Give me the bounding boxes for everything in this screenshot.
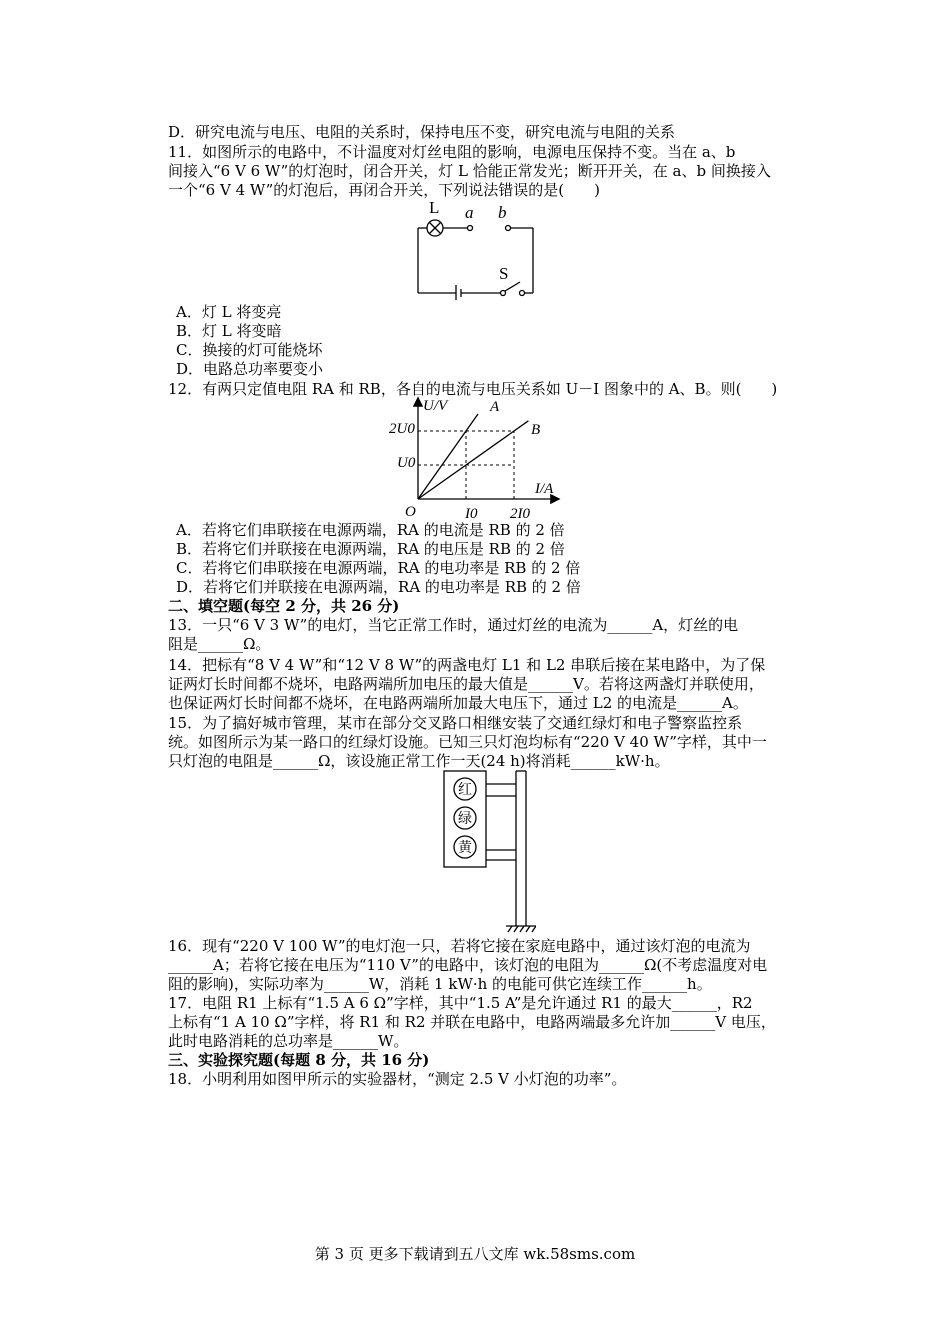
y-tick-2u0: 2U0 bbox=[389, 421, 415, 437]
q11-stem-line1: 11．如图所示的电路中，不计温度对灯丝电阻的影响，电源电压保持不变。当在 a、b bbox=[168, 143, 736, 161]
q12-option-d: D．若将它们并联接在电源两端，RA 的电功率是 RB 的 2 倍 bbox=[176, 578, 581, 596]
q17-line2: 上标有“1 A 10 Ω”字样，将 R1 和 R2 并联在电路中，电路两端最多允许加______V 电压， bbox=[168, 1013, 776, 1031]
q17-line3: 此时电路消耗的总功率是______W。 bbox=[168, 1032, 409, 1050]
lamp-label: L bbox=[429, 198, 440, 217]
q15-line1: 15．为了搞好城市管理，某市在部分交叉路口相继安装了交通红绿灯和电子警察监控系 bbox=[168, 714, 743, 732]
switch-contact bbox=[520, 291, 525, 296]
circuit-diagram bbox=[410, 196, 540, 300]
section-fill-in-heading: 二、填空题(每空 2 分，共 26 分) bbox=[168, 597, 400, 615]
q12-stem: 12．有两只定值电阻 RA 和 RB，各自的电流与电压关系如 U－I 图象中的 A、B。则( ) bbox=[168, 380, 778, 398]
q11-stem-line3: 一个“6 V 4 W”的灯泡后，再闭合开关，下列说法错误的是( ) bbox=[168, 181, 600, 199]
terminal-b-label: b bbox=[498, 203, 507, 222]
red-lamp-label: 红 bbox=[458, 783, 472, 798]
traffic-light-figure bbox=[436, 768, 536, 934]
q13-line1: 13．一只“6 V 3 W”的电灯，当它正常工作时，通过灯丝的电流为______A，灯丝的电 bbox=[168, 616, 739, 634]
series-line-a bbox=[418, 414, 478, 499]
x-tick-i0: I0 bbox=[465, 506, 478, 522]
q15-line3: 只灯泡的电阻是______Ω，该设施正常工作一天(24 h)将消耗______kW·h。 bbox=[168, 752, 670, 770]
q14-line3: 也保证两灯长时间都不烧坏，在电路两端所加最大电压下，通过 L2 的电流是______A。 bbox=[168, 694, 748, 712]
q17-line1: 17．电阻 R1 上标有“1.5 A 6 Ω”字样，其中“1.5 A”是允许通过 R1 的最大______，R2 bbox=[168, 994, 753, 1012]
terminal-a-label: a bbox=[465, 203, 474, 222]
y-axis-label: U/V bbox=[423, 398, 448, 414]
switch-blade bbox=[505, 282, 520, 291]
series-line-b bbox=[418, 421, 528, 499]
q11-option-a: A．灯 L 将变亮 bbox=[176, 303, 282, 321]
x-tick-2i0: 2I0 bbox=[510, 506, 530, 522]
line-b-label: B bbox=[531, 422, 541, 438]
q16-line2: ______A；若将它接在电压为“110 V”的电路中，该灯泡的电阻为______Ω(不考虑温度对电 bbox=[168, 956, 768, 974]
yellow-lamp-label: 黄 bbox=[458, 841, 472, 856]
q13-line2: 阻是______Ω。 bbox=[168, 635, 271, 653]
q11-stem-line2: 间接入“6 V 6 W”的灯泡时，闭合开关，灯 L 恰能正常发光；断开开关，在 a、b 间换接入 bbox=[168, 162, 771, 180]
page-footer: 第 3 页 更多下载请到五八文库 wk.58sms.com bbox=[314, 1245, 636, 1263]
section-experiment-heading: 三、实验探究题(每题 8 分，共 16 分) bbox=[168, 1051, 430, 1069]
q14-line2: 证两灯长时间都不烧坏，电路两端所加电压的最大值是______V。若将这两盏灯并联使用， bbox=[168, 675, 764, 693]
origin-label: O bbox=[405, 504, 416, 520]
q11-option-b: B．灯 L 将变暗 bbox=[176, 322, 282, 340]
q11-option-d: D．电路总功率要变小 bbox=[176, 360, 324, 378]
q18-line1: 18．小明利用如图甲所示的实验器材，“测定 2.5 V 小灯泡的功率”。 bbox=[168, 1070, 627, 1088]
q15-line2: 统。如图所示为某一路口的红绿灯设施。已知三只灯泡均标有“220 V 40 W”字样，其中一 bbox=[168, 733, 767, 751]
switch-label: S bbox=[499, 264, 509, 283]
terminal-a bbox=[468, 226, 473, 231]
switch-pivot bbox=[501, 291, 506, 296]
y-tick-u0: U0 bbox=[397, 455, 416, 471]
q14-line1: 14．把标有“8 V 4 W”和“12 V 8 W”的两盏电灯 L1 和 L2 串联后接在某电路中，为了保 bbox=[168, 656, 766, 674]
green-lamp-label: 绿 bbox=[458, 812, 472, 827]
terminal-b bbox=[506, 226, 511, 231]
line-a-label: A bbox=[490, 399, 500, 415]
q16-line1: 16．现有“220 V 100 W”的电灯泡一只，若将它接在家庭电路中，通过该灯泡的电流为 bbox=[168, 937, 751, 955]
q12-option-a: A．若将它们串联接在电源两端，RA 的电流是 RB 的 2 倍 bbox=[176, 521, 565, 539]
q11-option-c: C．换接的灯可能烧坏 bbox=[176, 341, 323, 359]
q16-line3: 阻的影响)，实际功率为______W，消耗 1 kW·h 的电能可供它连续工作______h。 bbox=[168, 975, 712, 993]
q12-option-b: B．若将它们并联接在电源两端，RA 的电压是 RB 的 2 倍 bbox=[176, 540, 565, 558]
q10-option-d: D．研究电流与电压、电阻的关系时，保持电压不变，研究电流与电阻的关系 bbox=[168, 123, 676, 141]
q12-option-c: C．若将它们串联接在电源两端，RA 的电功率是 RB 的 2 倍 bbox=[176, 559, 581, 577]
x-axis-label: I/A bbox=[535, 481, 554, 497]
ui-graph bbox=[380, 396, 570, 524]
